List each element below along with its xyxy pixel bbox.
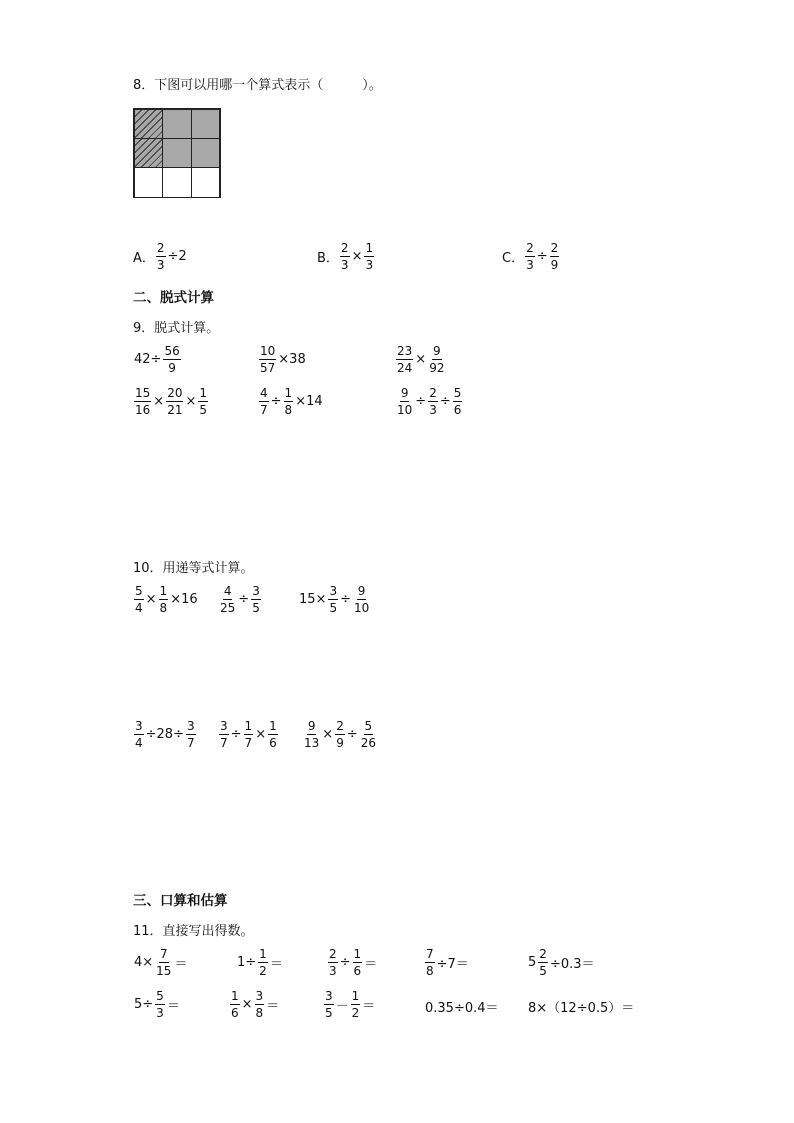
fraction (186, 719, 196, 750)
fraction (156, 241, 166, 272)
denominator: 10 (353, 601, 370, 615)
expression-text: 5 (528, 955, 537, 970)
q9-item (133, 344, 182, 375)
expression-text: 15× (299, 592, 327, 607)
denominator: 8 (426, 964, 434, 978)
fraction (538, 947, 548, 978)
denominator: 3 (365, 258, 374, 272)
expression-text: × (255, 727, 267, 742)
expression-text: × (322, 727, 334, 742)
q9-title: 9．脱式计算。 (133, 321, 220, 336)
q10-item (133, 719, 197, 750)
expression-text: ＝ (166, 999, 180, 1014)
q11-title: 11．直接写出得数。 (133, 924, 254, 939)
fraction (259, 344, 276, 375)
numerator: 2 (156, 241, 165, 255)
numerator: 1 (244, 719, 253, 733)
numerator: 2 (329, 947, 337, 961)
fraction (353, 584, 370, 615)
denominator: 8 (159, 601, 168, 615)
denominator: 15 (156, 964, 172, 978)
option-label: C． (502, 251, 525, 266)
q8-option-b[interactable] (317, 241, 375, 272)
denominator: 24 (397, 361, 413, 375)
q9-item (258, 386, 324, 417)
expression-text: ÷ (439, 394, 451, 409)
fraction (525, 241, 535, 272)
denominator: 3 (329, 964, 337, 978)
denominator: 5 (325, 1006, 333, 1020)
expression-text: × (185, 394, 197, 409)
numerator: 10 (260, 344, 276, 358)
q9-item (133, 386, 209, 417)
fraction (328, 947, 338, 978)
q10-item (302, 719, 378, 750)
numerator: 1 (159, 584, 168, 598)
numerator: 2 (550, 241, 559, 255)
expression-text: 4× (134, 955, 154, 970)
expression-text: ÷ (536, 249, 548, 264)
denominator: 7 (260, 403, 268, 417)
numerator: 4 (223, 584, 232, 598)
numerator: 5 (156, 989, 164, 1003)
expression-text: ÷ (339, 955, 351, 970)
q11-item (133, 989, 181, 1020)
fraction (244, 719, 254, 750)
numerator: 2 (340, 241, 349, 255)
fraction (284, 386, 294, 417)
expression-text: ＝ (364, 957, 378, 972)
grid-cell-shaded (162, 138, 192, 168)
expression-text: ÷2 (167, 249, 187, 264)
numerator: 23 (397, 344, 413, 358)
q9-item (258, 344, 307, 375)
denominator: 92 (429, 361, 445, 375)
denominator: 3 (429, 403, 437, 417)
fraction (134, 386, 151, 417)
numerator: 1 (259, 947, 267, 961)
numerator: 1 (365, 241, 374, 255)
numerator: 5 (364, 719, 373, 733)
denominator: 13 (304, 736, 320, 750)
denominator: 2 (351, 1006, 360, 1020)
expression-text: ÷7＝ (436, 957, 469, 972)
fraction (163, 344, 180, 375)
denominator: 5 (329, 601, 338, 615)
q9-item (395, 344, 446, 375)
numerator: 9 (433, 344, 441, 358)
fraction (396, 386, 413, 417)
numerator: 3 (220, 719, 228, 733)
q10-item (218, 584, 262, 615)
denominator: 3 (156, 1006, 164, 1020)
denominator: 4 (135, 736, 143, 750)
expression-text: ÷ (415, 394, 427, 409)
section-heading-2: 二、脱式计算 (133, 290, 214, 306)
numerator: 9 (357, 584, 366, 598)
expression-text: × (241, 997, 253, 1012)
denominator: 2 (259, 964, 267, 978)
numerator: 1 (199, 386, 208, 400)
denominator: 16 (135, 403, 151, 417)
numerator: 7 (426, 947, 434, 961)
denominator: 7 (244, 736, 253, 750)
numerator: 3 (135, 719, 143, 733)
denominator: 8 (284, 403, 293, 417)
q8-option-a[interactable] (133, 241, 188, 272)
q11-item (229, 989, 280, 1020)
fraction (134, 584, 144, 615)
denominator: 21 (167, 403, 183, 417)
denominator: 5 (539, 964, 547, 978)
numerator: 4 (260, 386, 268, 400)
option-expression (155, 241, 188, 272)
numerator: 15 (135, 386, 151, 400)
q8-title: 8．下图可以用哪一个算式表示（ ）。 (133, 78, 382, 93)
denominator: 26 (360, 736, 377, 750)
denominator: 10 (397, 403, 413, 417)
fraction (353, 947, 363, 978)
q11-item (236, 947, 284, 978)
denominator: 7 (186, 736, 195, 750)
numerator: 20 (167, 386, 183, 400)
numerator: 3 (325, 989, 333, 1003)
denominator: 25 (220, 601, 236, 615)
fraction (340, 241, 350, 272)
denominator: 5 (252, 601, 260, 615)
expression-text: × (153, 394, 165, 409)
numerator: 3 (255, 989, 264, 1003)
expression-text: ÷ (270, 394, 282, 409)
q10-title: 10．用递等式计算。 (133, 561, 254, 576)
fraction-grid-figure (133, 108, 221, 198)
denominator: 57 (260, 361, 276, 375)
numerator: 2 (429, 386, 437, 400)
expression-text: ÷ (346, 727, 358, 742)
fraction (159, 584, 169, 615)
expression-text: 1÷ (237, 955, 257, 970)
grid-cell-empty (134, 167, 164, 197)
fraction (428, 344, 445, 375)
q11-item (327, 947, 378, 978)
expression-text: ＝ (266, 999, 280, 1014)
denominator: 7 (220, 736, 228, 750)
numerator: 2 (539, 947, 547, 961)
fraction (268, 719, 278, 750)
denominator: 6 (231, 1006, 239, 1020)
q9-item (395, 386, 463, 417)
grid-cell-shaded (191, 109, 221, 139)
grid-cell-hatched (134, 109, 164, 139)
fraction (166, 386, 183, 417)
q11-item (133, 947, 188, 978)
numerator: 3 (186, 719, 195, 733)
option-label: B． (317, 251, 339, 266)
fraction (303, 719, 320, 750)
fraction (453, 386, 463, 417)
expression-text: － (335, 999, 349, 1014)
fraction (364, 241, 374, 272)
denominator: 6 (453, 403, 462, 417)
fraction (335, 719, 345, 750)
denominator: 3 (156, 258, 165, 272)
q11-item (424, 947, 470, 978)
expression-text: 5÷ (134, 997, 154, 1012)
expression-text: ÷28÷ (145, 727, 184, 742)
fraction (134, 719, 144, 750)
fraction (219, 584, 236, 615)
fraction (328, 584, 338, 615)
denominator: 8 (255, 1006, 264, 1020)
section-heading-3: 三、口算和估算 (133, 893, 228, 909)
numerator: 1 (231, 989, 239, 1003)
q11-item (424, 997, 500, 1016)
denominator: 9 (168, 361, 176, 375)
fraction (351, 989, 361, 1020)
expression-text: 0.35÷0.4＝ (425, 1001, 499, 1016)
expression-text: ×16 (170, 592, 198, 607)
grid-cell-empty (162, 167, 192, 197)
option-expression (524, 241, 560, 272)
q10-item (298, 584, 371, 615)
fraction (255, 989, 265, 1020)
grid-cell-shaded (191, 138, 221, 168)
expression-text: ＝ (269, 957, 283, 972)
option-expression (339, 241, 375, 272)
numerator: 7 (159, 947, 168, 961)
expression-text: ×38 (278, 352, 306, 367)
numerator: 2 (336, 719, 344, 733)
fraction (251, 584, 261, 615)
fraction (258, 947, 268, 978)
fraction (360, 719, 377, 750)
expression-text: ÷0.3＝ (549, 957, 595, 972)
q11-item (323, 989, 376, 1020)
fraction (198, 386, 208, 417)
numerator: 56 (164, 344, 180, 358)
q10-item (218, 719, 279, 750)
q11-item (527, 997, 635, 1016)
expression-text: 8×（12÷0.5）＝ (528, 1001, 635, 1016)
expression-text: × (145, 592, 157, 607)
fraction (428, 386, 438, 417)
expression-text: × (415, 352, 427, 367)
fraction (425, 947, 435, 978)
expression-text: 42÷ (134, 352, 162, 367)
expression-text: ÷ (340, 592, 351, 607)
q11-item (527, 947, 596, 978)
fraction (324, 989, 334, 1020)
denominator: 9 (550, 258, 559, 272)
denominator: 6 (269, 736, 277, 750)
fraction (550, 241, 560, 272)
expression-text: × (351, 249, 363, 264)
option-label: A． (133, 251, 155, 266)
numerator: 1 (353, 947, 362, 961)
expression-text: ＝ (362, 999, 376, 1014)
grid-cell-hatched (134, 138, 164, 168)
q10-item (133, 584, 199, 615)
q8-option-c[interactable] (502, 241, 560, 272)
fraction (219, 719, 229, 750)
fraction (155, 947, 172, 978)
fraction (155, 989, 165, 1020)
numerator: 3 (252, 584, 260, 598)
numerator: 9 (400, 386, 409, 400)
denominator: 5 (199, 403, 208, 417)
numerator: 5 (135, 584, 143, 598)
denominator: 3 (526, 258, 534, 272)
numerator: 1 (269, 719, 277, 733)
numerator: 1 (284, 386, 293, 400)
numerator: 1 (351, 989, 360, 1003)
fraction (396, 344, 413, 375)
fraction (230, 989, 240, 1020)
denominator: 4 (135, 601, 143, 615)
numerator: 9 (307, 719, 316, 733)
expression-text: ＝ (174, 957, 188, 972)
grid-cell-shaded (162, 109, 192, 139)
denominator: 3 (340, 258, 349, 272)
fraction (259, 386, 269, 417)
expression-text: ÷ (238, 592, 250, 607)
denominator: 9 (336, 736, 344, 750)
grid-cell-empty (191, 167, 221, 197)
expression-text: ×14 (295, 394, 323, 409)
numerator: 2 (526, 241, 534, 255)
denominator: 6 (353, 964, 362, 978)
numerator: 5 (453, 386, 462, 400)
expression-text: ÷ (230, 727, 242, 742)
numerator: 3 (329, 584, 338, 598)
